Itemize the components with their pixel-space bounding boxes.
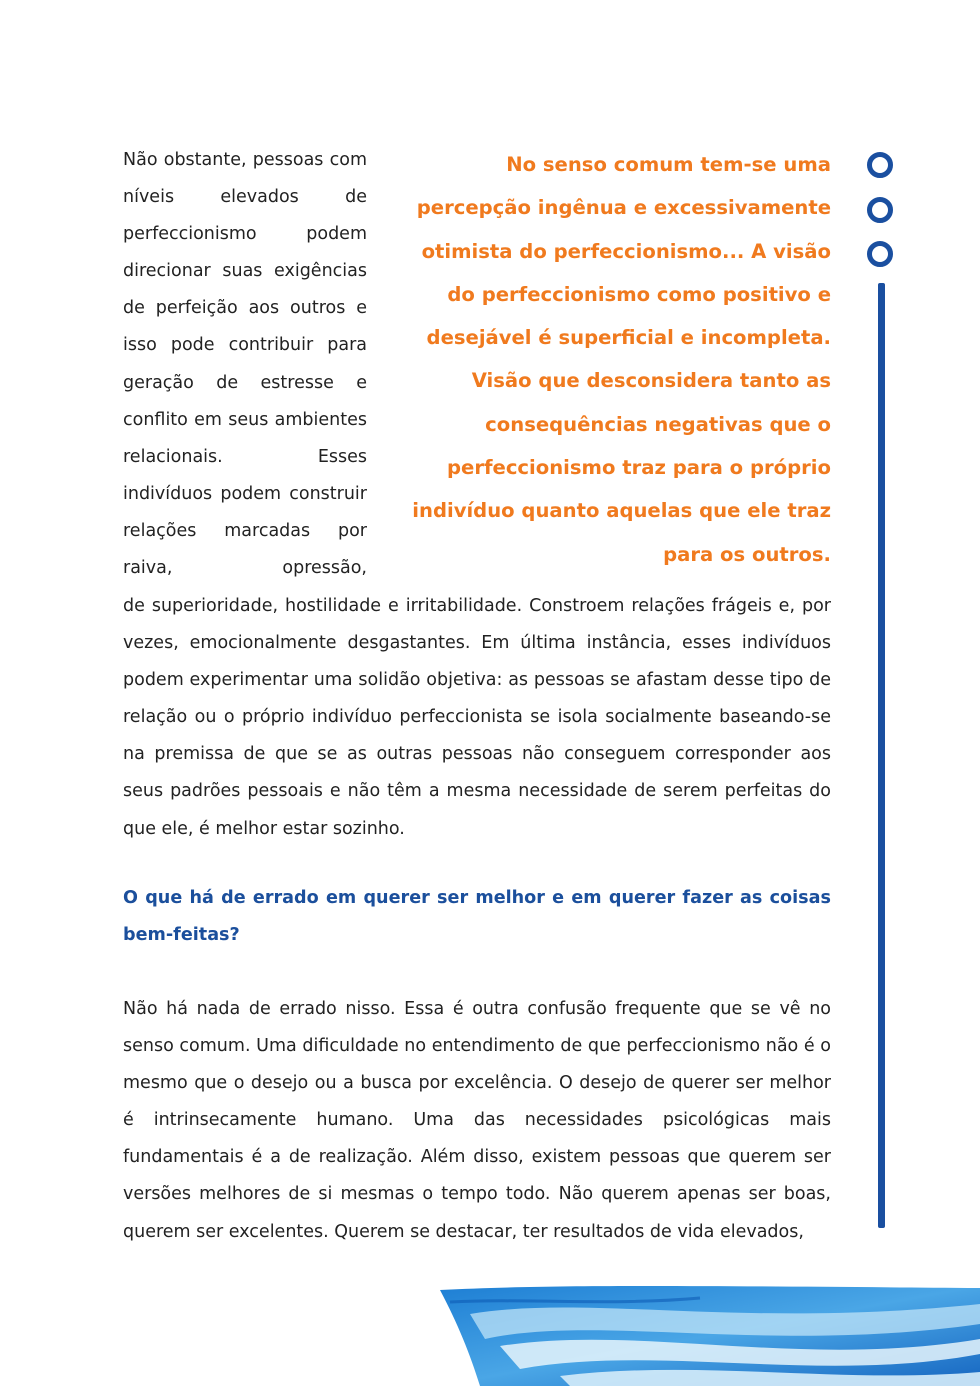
section-heading: O que há de errado em querer ser melhor e em querer fazer as coisas bem-feitas? xyxy=(123,888,831,946)
intro-continuation-text: de superioridade, hostilidade e irritabilidade. Constroem relações frágeis e, por vezes, emocionalmente desgastantes. Em última instância, esses indivíduos podem experimentar uma solidão objetiva: as pessoas se afastam desse tipo de relação ou o próprio indivíduo perfeccionista se isola socialmente baseando-se na premissa de que se as outras pessoas não conseguem corresponder aos seus padrões pessoais e não têm a mesma necessidade de serem perfeitas do que ele, é melhor estar sozinho. xyxy=(123,596,831,839)
circle-bullet-icon xyxy=(867,241,893,267)
circle-bullet-icon xyxy=(867,197,893,223)
watercolor-wave-decoration xyxy=(440,1284,980,1386)
pull-quote: No senso comum tem-se uma percepção ingênua e excessivamente otimista do perfeccionismo... A visão do perfeccionismo como positivo e desejável é superficial e incompleta. Visão que desconsidera tanto as consequências negativas que o perfeccionismo traz para o próprio indivíduo quanto aquelas que ele traz para os outros. xyxy=(412,153,831,566)
intro-column-text: Não obstante, pessoas com níveis elevados de perfeccionismo podem direcionar suas exigências de perfeição aos outros e isso pode contribuir para geração de estresse e conflito em seus ambientes relacionais. Esses indivíduos podem construir relações marcadas por raiva, opressão, xyxy=(123,150,367,579)
section-body-text: Não há nada de errado nisso. Essa é outra confusão frequente que se vê no senso comum. Uma dificuldade no entendimento de que perfeccionismo não é o mesmo que o desejo ou a busca por excelência. O desejo de querer ser melhor é intrinsecamente humano. Uma das necessidades psicológicas mais fundamentais é a de realização. Além disso, existem pessoas que querem ser versões melhores de si mesmas o tempo todo. Não querem apenas ser boas, querem ser excelentes. Querem se destacar, ter resultados de vida elevados, xyxy=(123,999,831,1242)
vertical-accent-line xyxy=(878,283,885,1228)
circle-bullet-icon xyxy=(867,152,893,178)
